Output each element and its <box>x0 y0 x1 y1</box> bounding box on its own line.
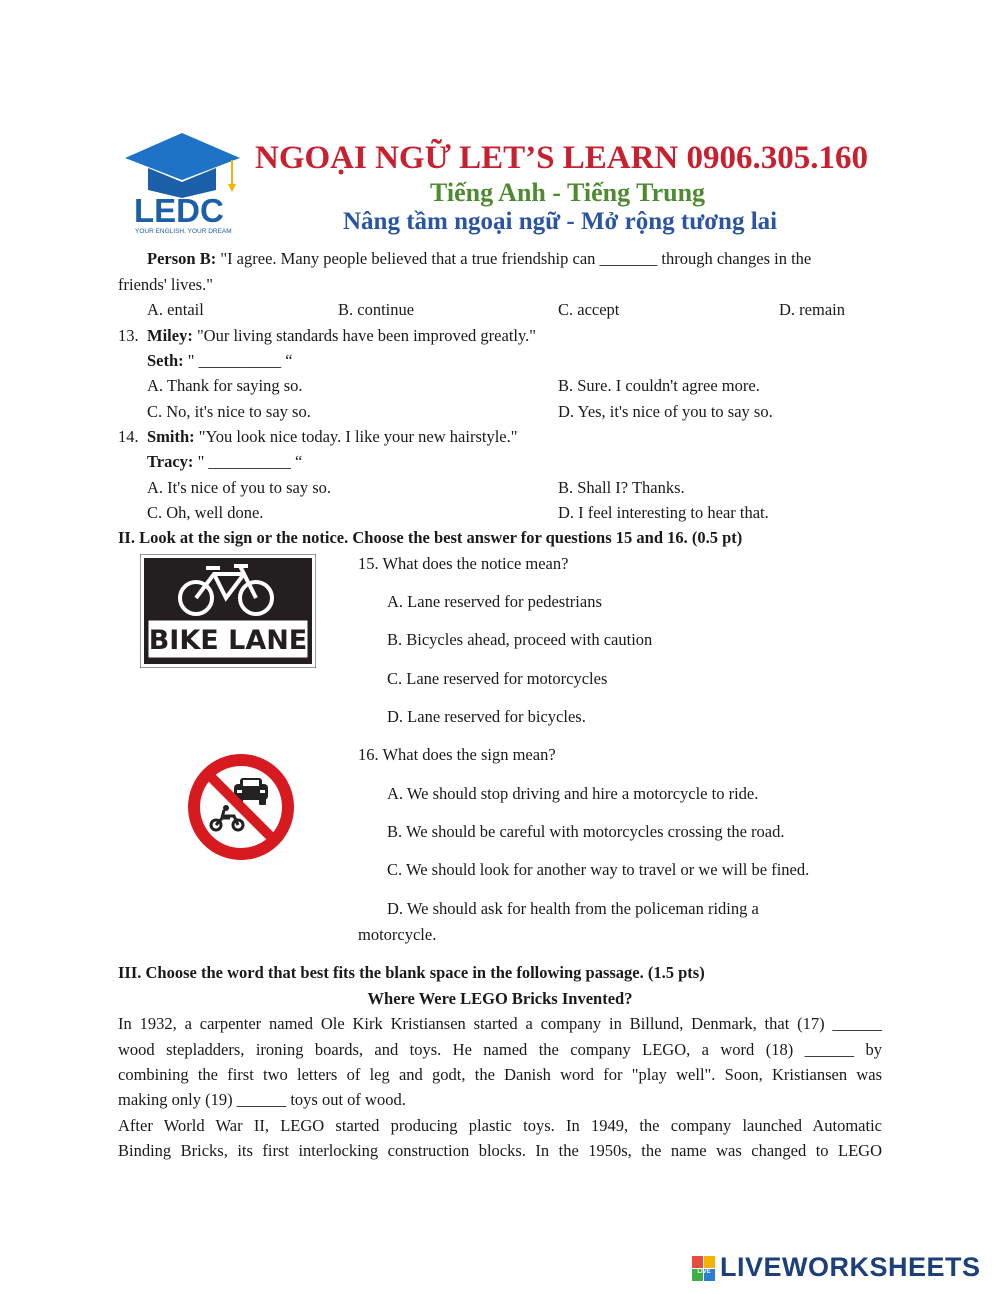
q13-line2: Seth: " __________ “ <box>147 351 293 370</box>
q12-option-a[interactable]: A. entail <box>147 300 204 319</box>
q13-option-d[interactable]: D. Yes, it's nice of you to say so. <box>558 402 773 421</box>
q12-option-d[interactable]: D. remain <box>779 300 845 319</box>
passage-p1-line3: combining the first two letters of leg and godt, the Danish word for "play well". Soon, Kristiansen was <box>118 1065 882 1084</box>
q13-option-b[interactable]: B. Sure. I couldn't agree more. <box>558 376 760 395</box>
q14-line2: Tracy: " __________ “ <box>147 452 303 471</box>
bike-lane-text: BIKE LANE <box>148 625 308 656</box>
q13-option-a[interactable]: A. Thank for saying so. <box>147 376 303 395</box>
q16-question: 16. What does the sign mean? <box>358 745 556 764</box>
q15-option-c[interactable]: C. Lane reserved for motorcycles <box>387 669 608 688</box>
passage-p1-line1: In 1932, a carpenter named Ole Kirk Kristiansen started a company in Billund, Denmark, that (17) ______ <box>118 1014 882 1033</box>
q12-option-c[interactable]: C. accept <box>558 300 620 319</box>
q13-line1: Miley: "Our living standards have been improved greatly." <box>147 326 537 345</box>
q14-line1: Smith: "You look nice today. I like your new hairstyle." <box>147 427 518 446</box>
liveworksheets-badge-icon <box>692 1256 716 1282</box>
q14-option-c[interactable]: C. Oh, well done. <box>147 503 264 522</box>
q15-question: 15. What does the notice mean? <box>358 554 569 573</box>
q15-option-d[interactable]: D. Lane reserved for bicycles. <box>387 707 586 726</box>
passage-p1-line4: making only (19) ______ toys out of wood. <box>118 1090 406 1109</box>
q16-option-a[interactable]: A. We should stop driving and hire a motorcycle to ride. <box>387 784 759 803</box>
q16-option-c[interactable]: C. We should look for another way to travel or we will be fined. <box>387 860 810 879</box>
section3-heading: III. Choose the word that best fits the blank space in the following passage. (1.5 pts) <box>118 963 705 982</box>
q15-option-a[interactable]: A. Lane reserved for pedestrians <box>387 592 602 611</box>
q12-line1: Person B: "I agree. Many people believed that a true friendship can _______ through changes in the <box>147 249 812 268</box>
q14-option-b[interactable]: B. Shall I? Thanks. <box>558 478 685 497</box>
q13-number: 13. <box>118 326 139 345</box>
q14-number: 14. <box>118 427 139 446</box>
q15-option-b[interactable]: B. Bicycles ahead, proceed with caution <box>387 630 653 649</box>
passage-title: Where Were LEGO Bricks Invented? <box>367 989 633 1008</box>
header-title: NGOẠI NGỮ LET’S LEARN 0906.305.160 <box>255 140 868 176</box>
passage-p1-line2: wood stepladders, ironing boards, and toys. He named the company LEGO, a word (18) ______ by <box>118 1040 882 1059</box>
q14-option-d[interactable]: D. I feel interesting to hear that. <box>558 503 769 522</box>
bike-lane-sign <box>140 554 316 668</box>
passage-p2-line2: Binding Bricks, its first interlocking construction blocks. In the 1950s, the name was changed to LEGO <box>118 1141 882 1160</box>
q14-option-a[interactable]: A. It's nice of you to say so. <box>147 478 331 497</box>
q12-option-b[interactable]: B. continue <box>338 300 415 319</box>
q12-line2: friends' lives." <box>118 275 213 294</box>
q16-option-b[interactable]: B. We should be careful with motorcycles crossing the road. <box>387 822 785 841</box>
q16-option-d[interactable]: D. We should ask for health from the policeman riding a <box>387 899 759 918</box>
q16-option-d-cont: motorcycle. <box>358 925 437 944</box>
header-subtitle: Tiếng Anh - Tiếng Trung <box>430 178 706 207</box>
logo-tagline: YOUR ENGLISH, YOUR DREAM <box>135 228 232 235</box>
header-slogan: Nâng tầm ngoại ngữ - Mở rộng tương lai <box>343 208 778 235</box>
ledc-logo <box>120 128 245 238</box>
passage-p2-line1: After World War II, LEGO started producing plastic toys. In 1949, the company launched Automatic <box>118 1116 882 1135</box>
svg-text:LIVE: LIVE <box>697 1269 711 1275</box>
no-cars-no-motorcycles-sign <box>186 752 296 862</box>
liveworksheets-brand[interactable]: LIVEWORKSHEETS <box>720 1252 981 1282</box>
section2-heading: II. Look at the sign or the notice. Choose the best answer for questions 15 and 16. (0.5 pt) <box>118 528 743 547</box>
logo-text: LEDC <box>134 192 224 229</box>
q13-option-c[interactable]: C. No, it's nice to say so. <box>147 402 311 421</box>
